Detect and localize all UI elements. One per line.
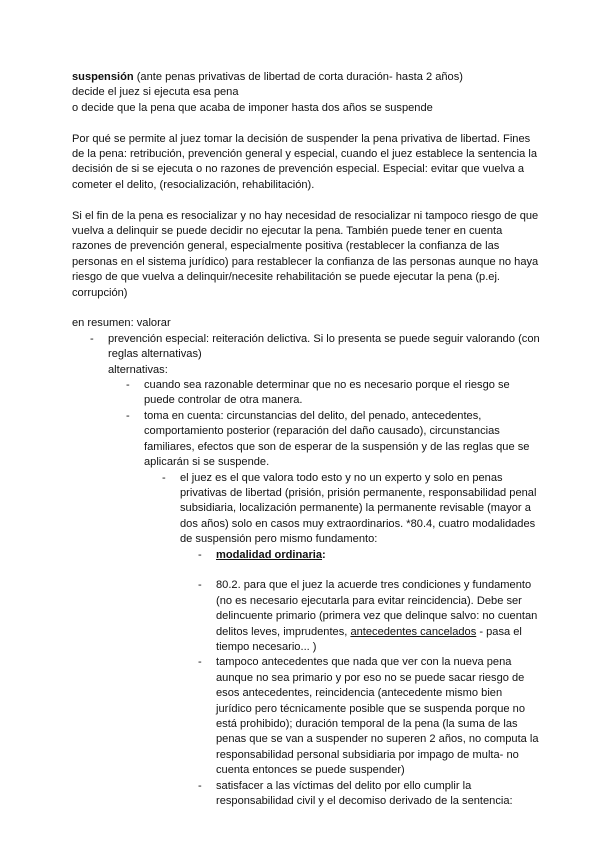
list-item-prevencion-text: prevención especial: reiteración delictiva. Si lo presenta se puede seguir valorando (con reglas alternativas) [108, 332, 540, 361]
bullet-dash: - [162, 471, 166, 484]
modalidad-ordinaria-label: modalidad ordinaria [216, 548, 323, 561]
list-item-juez-valora-text: el juez es el que valora todo esto y no un experto y solo en penas privativas de libertad (prisión, prisión permanente, responsabilidad penal subsidiaria, localización permanente) la permanente revisable (mayor a dos años) solo en casos muy extraordinarios. *80.4, cuatro modalidades de suspensión pero mismo fundamento: [180, 471, 537, 546]
intro-title-line [72, 70, 540, 85]
list-item-prevencion [90, 332, 540, 363]
paragraph-1: Por qué se permite al juez tomar la decisión de suspender la pena privativa de libertad. Fines de la pena: retribución, prevención general y especial, cuando el juez establece la sentencia la decisión de si se ejecuta o no razones de prevención especial. Especial: evitar que vuelva a cometer el delito, (resocialización, rehabilitación). [72, 132, 538, 191]
list-item-razonable-text: cuando sea razonable determinar que no es necesario porque el riesgo se puede controlar de otra manera. [144, 379, 510, 407]
intro-line-3: o decide que la pena que acaba de imponer hasta dos años se suspende [72, 101, 433, 114]
intro-line-2: decide el juez si ejecuta esa pena [72, 86, 239, 99]
bullet-dash: - [90, 332, 94, 345]
bullet-dash: - [126, 409, 130, 422]
list-item-80-2-text [216, 578, 540, 655]
list-item-satisfacer-victimas [198, 779, 540, 810]
summary-heading: en resumen: valorar [72, 317, 171, 330]
list-item-tampoco-antecedentes-text: tampoco antecedentes que nada que ver con la nueva pena aunque no sea primario y por eso no se puede sacar riesgo de esos antecedentes, reincidencia (antecedente mismo bien jurídico pero técnicamente posible que se suspenda porque no está prohibido); duración temporal de la pena (la suma de las penas que se van a suspender no superen 2 años, no computa la responsabilidad personal subsidiaria por impago de multa- no cuenta entonces se puede suspender) [216, 656, 539, 777]
intro-title-rest: (ante penas privativas de libertad de corta duración- hasta 2 años) [133, 71, 463, 83]
bullet-dash: - [198, 579, 202, 592]
alternativas-label: alternativas: [108, 363, 168, 376]
list-item-razonable [126, 378, 540, 409]
modalidad-ordinaria-heading [216, 548, 540, 563]
list-item-toma-en-cuenta [126, 409, 540, 471]
list-item-satisfacer-victimas-text: satisfacer a las víctimas del delito por ello cumplir la responsabilidad civil y el decomiso derivado de la sentencia: [216, 779, 513, 808]
list-item-juez-valora [162, 471, 540, 548]
bullet-dash: - [198, 656, 202, 669]
modalidad-ordinaria-colon: : [322, 548, 326, 561]
paragraph-2: Si el fin de la pena es resocializar y no hay necesidad de resocializar ni tampoco riesgo de que vuelva a delinquir se puede decidir no ejecutar la pena. También puede tener en cuenta razones de prevención general, especialmente positiva (restablecer la confianza de las personas en el sistema jurídico) para restablecer la confianza de las personas aunque no haya riesgo de que vuelva a delinquir/necesite rehabilitación se puede ejecutar la pena (p.ej. corrupción) [72, 209, 539, 299]
bullet-dash: - [126, 379, 130, 392]
antecedentes-cancelados-underlined: antecedentes cancelados [350, 625, 477, 638]
list-item-80-2-before: 80.2. para que el juez la acuerde tres condiciones y fundamento (no es necesario ejecutarla para evitar reincidencia). Debe ser delincuente primario (primera vez que delinque salvo: no cuentan delitos leves, imprudentes, [216, 579, 538, 638]
list-item-80-2 [198, 578, 540, 655]
list-item-80-2-after: - pasa el tiempo necesario... ) [216, 625, 522, 653]
intro-title-bold: suspensión [72, 71, 134, 83]
bullet-dash: - [198, 548, 202, 561]
list-item-tampoco-antecedentes [198, 655, 540, 778]
list-item-toma-en-cuenta-text: toma en cuenta: circunstancias del delito, del penado, antecedentes, comportamiento posterior (reparación del daño causado), circunstancias familiares, efectos que son de esperar de la suspensión y de las reglas que se aplicarán si se suspende. [144, 409, 530, 469]
list-item-modalidad-ordinaria [198, 548, 540, 563]
bullet-dash: - [198, 779, 202, 792]
